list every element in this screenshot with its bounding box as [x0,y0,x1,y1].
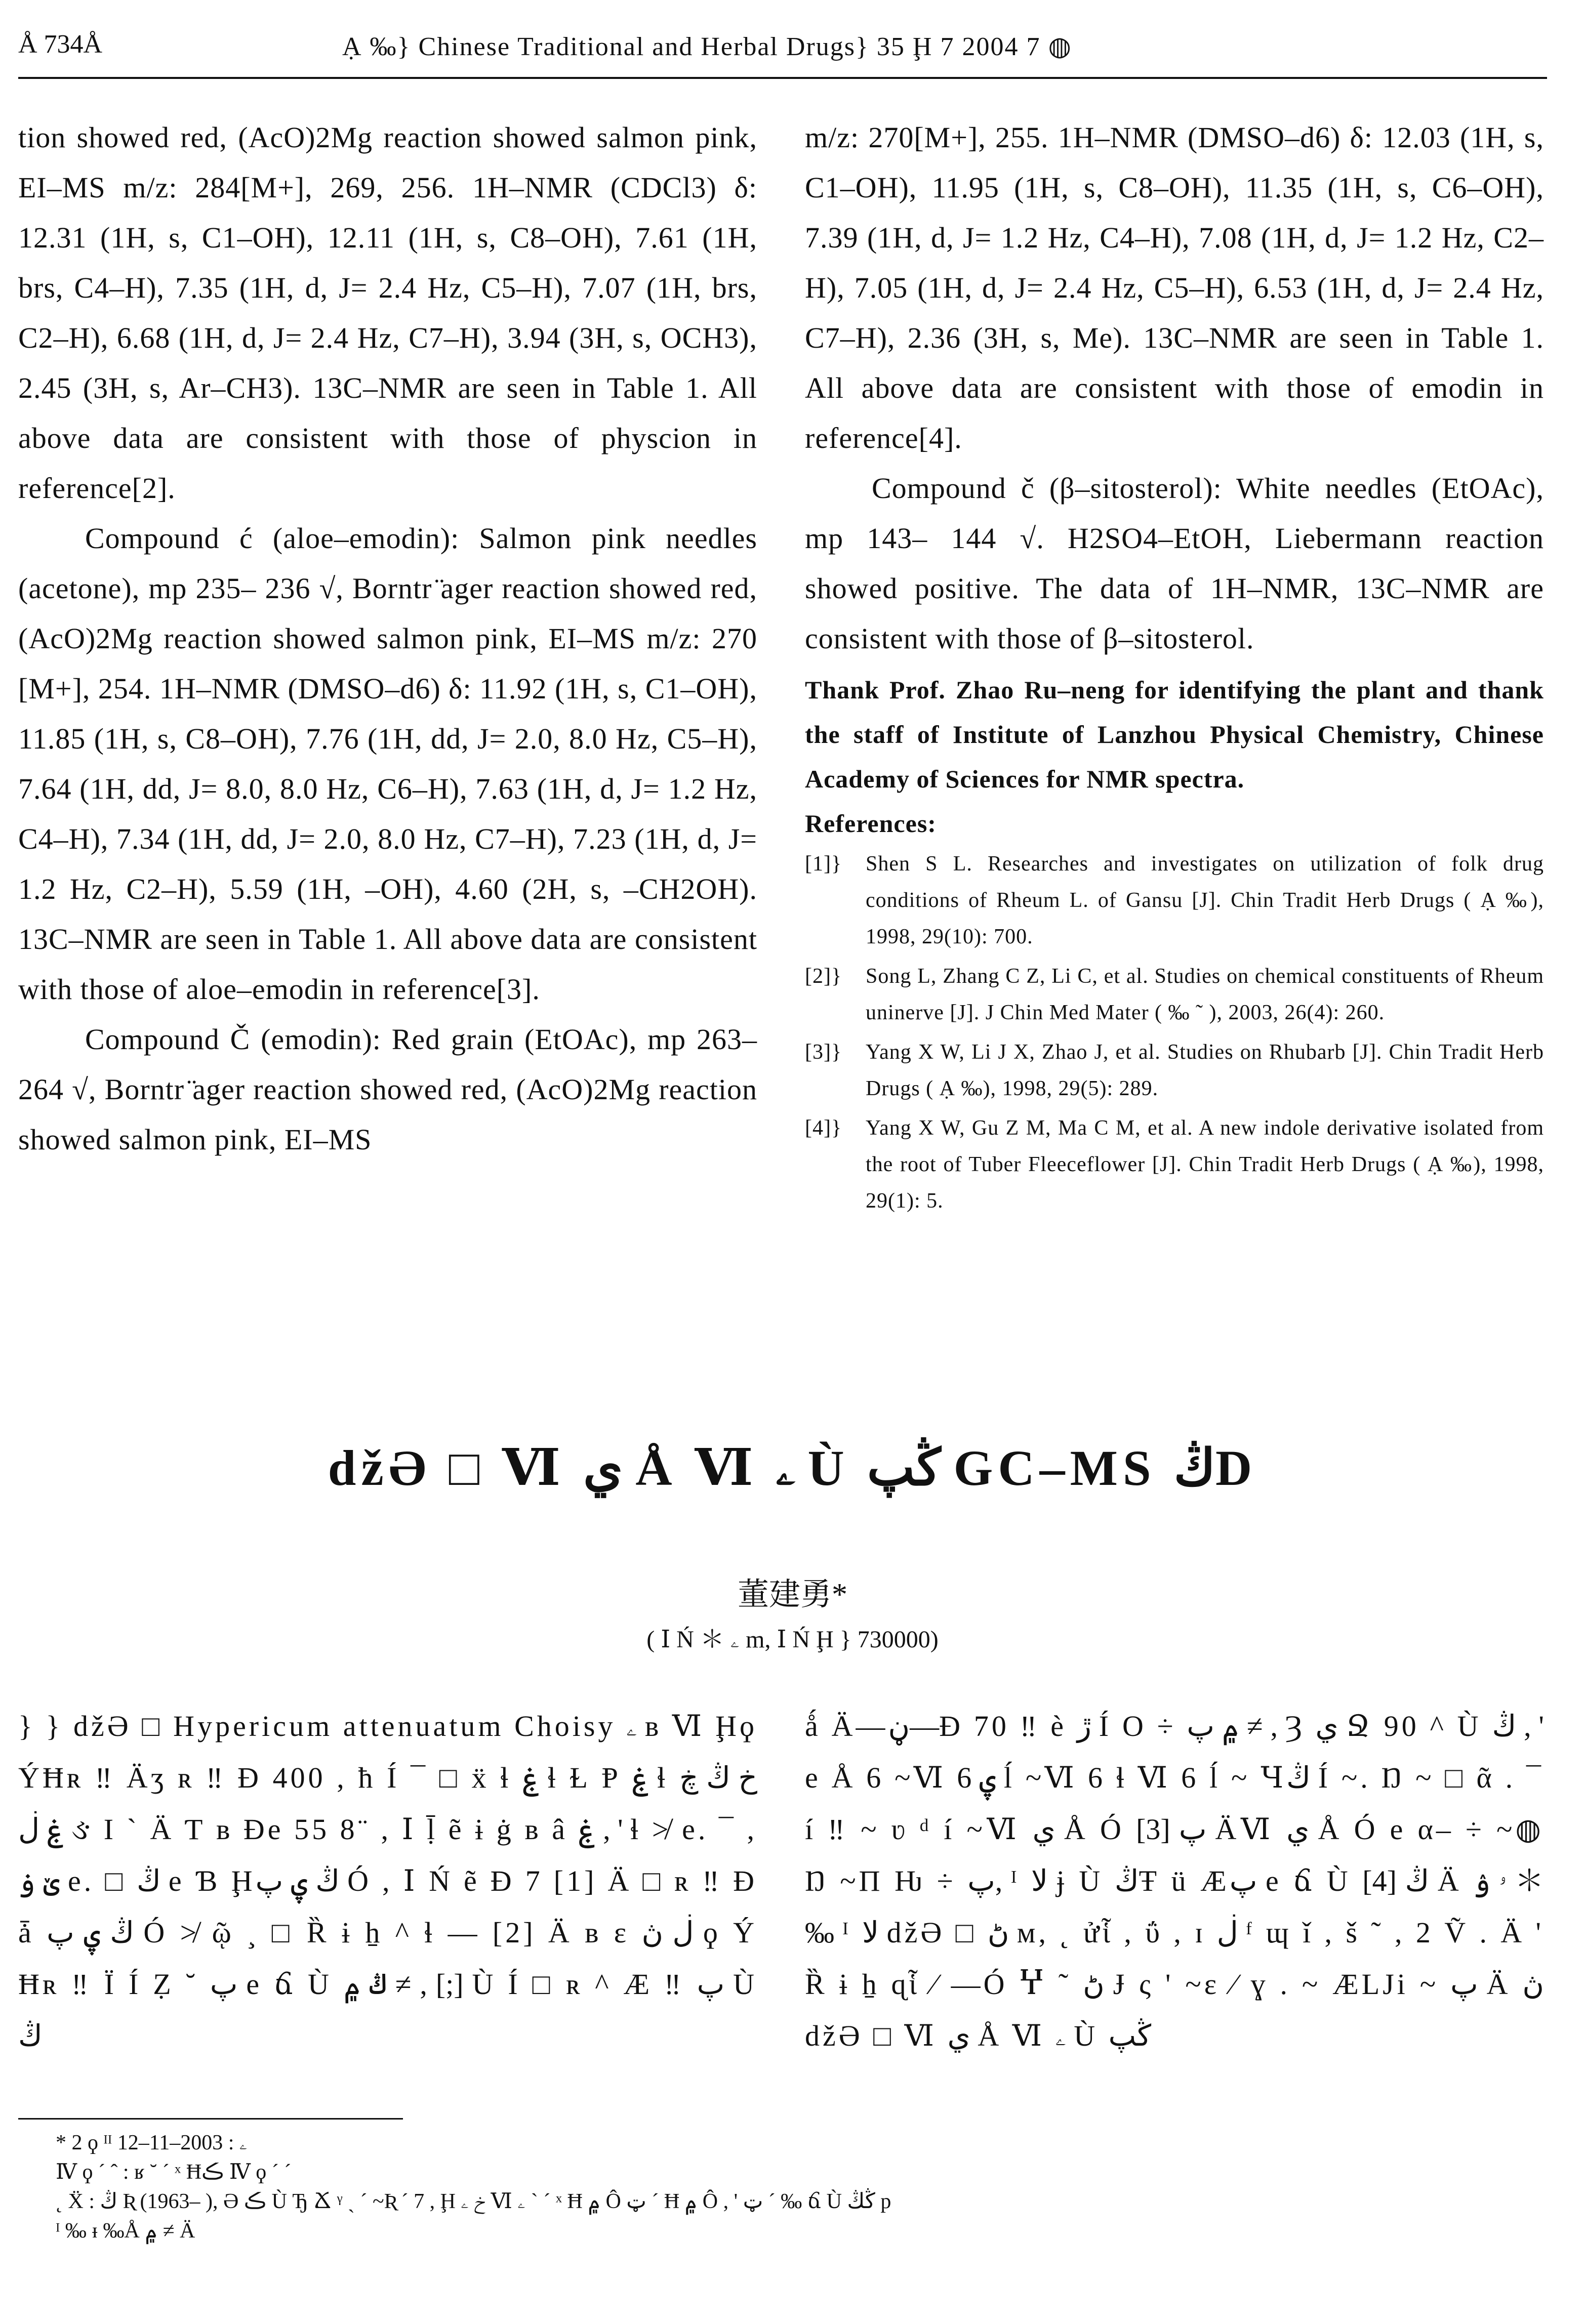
reference-item [805,958,1544,1031]
footnote: * 2 ϙ ᴵᴵ ۦ : 2003–11–12 Ⅳ ϙ ˊ ˆ : ʁ ˘ ˊ ˣ Ħڪ Ⅳ ϙ ˊ ˊ ˛ Ẍ : ڭ Ʀ (1963– ), Ə ڪ Ù Ђ Ճ ᵞ ˎ ˊ ~Ʀ ˊ 7 , Ḩ خ ۦ Ⅵ ۦ ` ˊ ˣ Ħ ۾ Ô ټ ˊ Ħ ۾ Ô , ' ټ ˊ ‰ ճ Ù ڭڭ p ᴵ ‰ ᵻ ‰Å ۾ ≠ Ä [56,2131,891,2243]
reference-text: Song L, Zhang C Z, Li C, et al. Studies on chemical constituents of Rheum uninerve [J]. J Chin Med Mater ( ‰ ˜ ), 2003, 26(4): 260. [866,965,1544,1024]
paragraph: m/z: 270[M+], 255. 1H–NMR (DMSO–d6) δ: 12.03 (1H, s, C1–OH), 11.95 (1H, s, C8–OH), 11.35 (1H, s, C6–OH), 7.39 (1H, d, J= 1.2 Hz, C4–H), 7.08 (1H, d, J= 1.2 Hz, C2–H), 7.05 (1H, d, J= 2.4 Hz, C5–H), 6.53 (1H, d, J= 2.4 Hz, C7–H), 2.36 (3H, s, Me). 13C–NMR are seen in Table 1. All above data are consistent with those of emodin in reference[4]. [805,121,1544,454]
article-title: džƏ □ Ⅵ ي Å Ⅵ ۦ Ù ڭپ GC–MS ڭD [328,1440,1257,1496]
reference-text: Yang X W, Li J X, Zhao J, et al. Studies on Rhubarb [J]. Chin Tradit Herb Drugs ( Ạ ‰), 1998, 29(5): 289. [866,1041,1544,1100]
header-rule [18,77,1547,79]
paragraph: tion showed red, (AcO)2Mg reaction showed salmon pink, EI–MS m/z: 284[M+], 269, 256. 1H–NMR (CDCl3) δ: 12.31 (1H, s, C1–OH), 12.11 (1H, s, C8–OH), 7.61 (1H, brs, C4–H), 7.35 (1H, d, J= 2.4 Hz, C5–H), 7.07 (1H, brs, C2–H), 6.68 (1H, d, J= 2.4 Hz, C7–H), 3.94 (3H, s, OCH3), 2.45 (3H, s, Ar–CH3). 13C–NMR are seen in Table 1. All above data are consistent with those of physcion in reference[2]. [18,121,757,505]
reference-text: Yang X W, Gu Z M, Ma C M, et al. A new indole derivative isolated from the root of Tuber Fleeceflower [J]. Chin Tradit Herb Drugs ( Ạ ‰), 1998, 29(1): 5. [866,1116,1544,1213]
running-header [18,29,1547,75]
reference-item [805,1110,1544,1219]
abstract-left: } } džƏ □ Hypericum attenuatum Choisy ۦ ʙ Ⅵ Ḩϙ ÝĦʀ ‼ Äʒ ʀ ‼ Ɖ 400 , ħ Í ¯ □ ẍ ɬ ۼ ɬ Ɫ Ᵽ ۼ ɬ خ ڭ ڿ ۼ ڶ ઙ I ` Ä Ƭ ʙ Ɖe 55 8¨ , Ⅰ ḹ ẽ ɨ ġ ʙ â ۼ , ' ɬ ≯ e. ¯ , ێ ۏ e. □ ڭ e Ɓ Ḩڭ ۑ پ Ó , Ⅰ Ń ẽ Ɖ 7 [1] Ä □ ʀ ‼ Ɖ ǡ ڭ ۑ پ Ó ≯ ῷ ¸ □ Ȑ ɨ ẖ ^ ɬ — [2] Ä ʙ ɛ ڶ ڽ ϙ Ý Ħʀ ‼ Ï Í Ẓ ˘ پ e ճ Ù ڭ ۾ ≠ , [;] Ù Í □ ʀ ^ Æ ‼ پ Ù ڭ [18,1710,758,2052]
footnote-rule [18,2118,403,2120]
paragraph: Compound ć (aloe–emodin): Salmon pink needles (acetone), mp 235– 236 √, Borntr ̈ager reaction showed red, (AcO)2Mg reaction showed salmon pink, EI–MS m/z: 270 [M+], 254. 1H–NMR (DMSO–d6) δ: 11.92 (1H, s, C1–OH), 11.85 (1H, s, C8–OH), 7.76 (1H, dd, J= 2.0, 8.0 Hz, C5–H), 7.64 (1H, dd, J= 8.0, 8.0 Hz, C6–H), 7.63 (1H, d, J= 1.2 Hz, C4–H), 7.34 (1H, dd, J= 2.0, 8.0 Hz, C7–H), 7.23 (1H, d, J= 1.2 Hz, C2–H), 5.59 (1H, –OH), 4.60 (2H, s, –CH2OH). 13C–NMR are seen in Table 1. All above data are consistent with those of aloe–emodin in reference[3]. [18,522,758,1006]
paragraph: Compound Č (emodin): Red grain (EtOAc), mp 263– 264 √, Borntr ̈ager reaction showed red, (AcO)2Mg reaction showed salmon pink, EI–MS [18,1023,757,1156]
abstract-right: ǻ Ä—ڼ—Ɖ 70 ‼ è ڙ Í O ÷ ۾ پ ≠ , Ȝ ي Ջ 90 ^ Ù ڭ , ' e Å 6 ~Ⅵ ۑ 6 ĺ ~Ⅵ 6 ɬ Ⅵ 6 ĺ ~ Ɥڭ Í ~. Ŋ ~ □ ᾶ . ¯ í ‼ ~ ʋ ᵈ í ~Ⅵ ي Å Ó پ [3] ÄⅥ ي Å Ó e α– ÷ ~◍ Ŋ ~Π Ƕ ÷ پ, ᴵ ﻻ ɉ Ù ڭŦ ü Æپ e ճ Ù ڭ [4] Ä ۥ ۉ ＊ ‰ ᴵ ﻻ džƏ □ ڻ м, ˛ ửἷ , ΰ , ɪ ڶ ᶠ ɰ ǐ , š ˜ , 2 Ṽ . Ä ' Ȑ ɨ ẖ ɋἷ ⁄ —Ó Ⴤ ˜ ڻ Ɉ ς ' ~ɛ ⁄ ɣ . ~ ÆLJi ~ پ Ä ڽ džƏ □ Ⅵ ي Å Ⅵ ۦ Ù ڭپ [805,1710,1545,2052]
reference-list [805,846,1544,1219]
reference-number: [1]} [805,852,842,876]
article-author: 董建勇* [737,1578,847,1612]
reference-item [805,846,1544,955]
reference-number: [3]} [805,1041,842,1064]
reference-number: [4]} [805,1116,842,1140]
reference-number: [2]} [805,965,842,988]
page-number: Å 734Å [18,30,103,59]
references-heading: References: [805,809,937,838]
journal-header: Ạ ‰} Chinese Traditional and Herbal Drugs} 35 Ḩ 7 2004 7 ◍ [342,32,1072,61]
acknowledgement: Thank Prof. Zhao Ru–neng for identifying the plant and thank the staff of Institute of Lanzhou Physical Chemistry, Chinese Academy of Sciences for NMR spectra. [805,676,1544,793]
left-column [18,112,757,1165]
reference-item [805,1034,1544,1107]
author-affiliation: ( Ⅰ Ń ＊ ۦ m, Ⅰ Ń Ḩ } 730000) [646,1626,939,1653]
right-column [805,112,1544,1222]
reference-text: Shen S L. Researches and investigates on utilization of folk drug conditions of Rheum L. of Gansu [J]. Chin Tradit Herb Drugs ( Ạ ‰), 1998, 29(10): 700. [866,852,1544,948]
paragraph: Compound č (β–sitosterol): White needles (EtOAc), mp 143– 144 √. H2SO4–EtOH, Liebermann reaction showed positive. The data of 1H–NMR, 13C–NMR are consistent with those of β–sitosterol. [805,472,1544,655]
